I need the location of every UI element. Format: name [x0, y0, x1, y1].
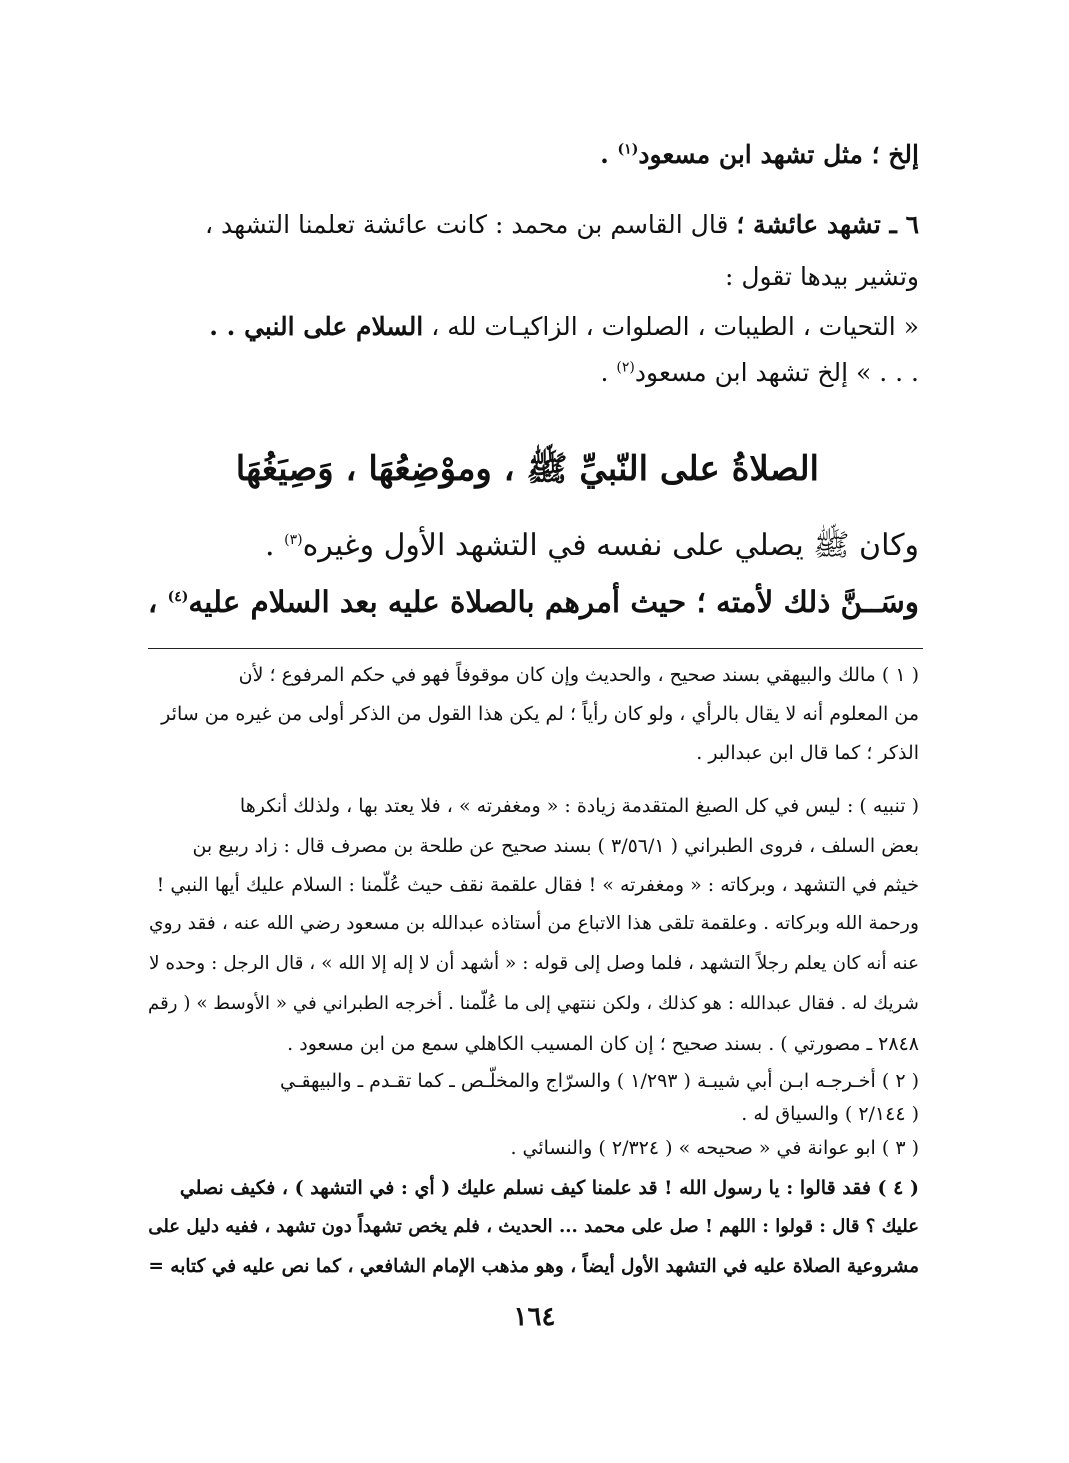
section-6-heading: ٦ ـ تشهد عائشة ؛ [736, 210, 919, 239]
main-line-4-bold: السلام على النبي . . [209, 312, 424, 341]
main-line-5-text: . . . » إلخ تشهد ابن مسعود [634, 358, 919, 387]
footnote-1-line-1: ( ١ ) مالك والبيهقي بسند صحيح ، والحديث وإن كان موقوفاً فهو في حكم المرفوع ؛ لأن [238, 664, 919, 686]
main-line-2-text: قال القاسم بن محمد : كانت عائشة تعلمنا التشهد ، [204, 210, 737, 239]
main-line-1-text: إلخ ؛ مثل تشهد ابن مسعود [638, 140, 919, 169]
section-heading: الصلاةُ على النّبيِّ ﷺ ، وموْضِعُهَا ، وَصِيَغُهَا [235, 449, 819, 489]
main-line-3: وتشير بيدها تقول : [724, 262, 919, 291]
tanbih-line-4: ورحمة الله وبركاته . وعلقمة تلقى هذا الاتباع من أستاذه عبدالله بن مسعود رضي الله عنه ، فقد روي [148, 913, 919, 934]
footnote-4-line-2: عليك ؟ قال : قولوا : اللهم ! صل على محمد ... الحديث ، فلم يخص تشهداً دون تشهد ، ففيه دليل على [148, 1216, 919, 1237]
paragraph-1: وكان ﷺ يصلي على نفسه في التشهد الأول وغيره$^{(٣)}$ . [265, 528, 919, 563]
footnote-4-line-3: مشروعية الصلاة عليه في التشهد الأول أيضاً ، وهو مذهب الإمام الشافعي ، كما نص عليه في كتابه = [148, 1256, 919, 1277]
page-number: ١٦٤ [513, 1302, 556, 1332]
footnote-2-line-1: ( ٢ ) أخـرجـه ابـن أبي شيبـة ( ١/٢٩٣ ) والسرّاج والمخلّـص ـ كما تقـدم ـ والبيهقـي [280, 1070, 919, 1092]
footnote-1-line-3: الذكر ؛ كما قال ابن عبدالبر . [696, 742, 919, 764]
footnote-divider [148, 648, 923, 649]
footnote-ref-1: (١) [617, 141, 639, 158]
tanbih-line-1: ( تنبيه ) : ليس في كل الصيغ المتقدمة زيادة : « ومغفرته » ، فلا يعتد بها ، ولذلك أنكرها [239, 795, 919, 817]
tanbih-line-7: ٢٨٤٨ ـ مصورتي ) . بسند صحيح ؛ إن كان المسيب الكاهلي سمع من ابن مسعود . [287, 1033, 919, 1055]
main-line-5: . . . » إلخ تشهد ابن مسعود$^{(٢)}$ . [600, 358, 919, 387]
tanbih-line-3: خيثم في التشهد ، وبركاته : « ومغفرته » ! فقال علقمة نقف حيث عُلّمنا : السلام عليك أيها النبي ! [156, 874, 919, 896]
footnote-4-line-1: ( ٤ ) فقد قالوا : يا رسول الله ! قد علمنا كيف نسلم عليك ( أي : في التشهد ) ، فكيف نصلي [179, 1177, 919, 1199]
main-line-4-text: « التحيات ، الطيبات ، الصلوات ، الزاكيـات لله ، [423, 312, 919, 341]
footnote-2-line-2: ( ٢/١٤٤ ) والسياق له . [741, 1103, 919, 1125]
tanbih-line-2: بعض السلف ، فروى الطبراني ( ٣/٥٦/١ ) بسند صحيح عن طلحة بن مصرف قال : زاد ربيع بن [192, 835, 919, 857]
paragraph-2-text: وسَــنَّ ذلك لأمته ؛ حيث أمرهم بالصلاة عليه بعد السلام عليه [188, 584, 919, 619]
main-line-4 [209, 312, 919, 342]
footnote-ref-2: (٢) [616, 359, 635, 376]
paragraph-1-text: وكان ﷺ يصلي على نفسه في التشهد الأول وغيره [302, 528, 919, 563]
footnote-3-line-1: ( ٣ ) ابو عوانة في « صحيحه » ( ٢/٣٢٤ ) والنسائي . [510, 1137, 919, 1159]
main-line-1: إلخ ؛ مثل تشهد ابن مسعود$^{(١)}$ . [600, 140, 919, 169]
paragraph-2: وسَــنَّ ذلك لأمته ؛ حيث أمرهم بالصلاة عليه بعد السلام عليه$^{(٤)}$ ، [147, 584, 919, 619]
main-line-2 [205, 210, 919, 240]
footnote-ref-4: (٤) [167, 589, 189, 606]
footnote-ref-3: (٣) [284, 532, 303, 548]
footnote-1-line-2: من المعلوم أنه لا يقال بالرأي ، ولو كان رأياً ؛ لم يكن هذا القول من الذكر أولى من غيره من سائر [161, 703, 919, 725]
tanbih-line-5: عنه أنه كان يعلم رجلاً التشهد ، فلما وصل إلى قوله : « أشهد أن لا إله إلا الله » ، قال الرجل : وحده لا [149, 953, 919, 974]
tanbih-line-6: شريك له . فقال عبدالله : هو كذلك ، ولكن ننتهي إلى ما عُلّمنا . أخرجه الطبراني في « الأوسط » ( رقم [147, 993, 919, 1014]
